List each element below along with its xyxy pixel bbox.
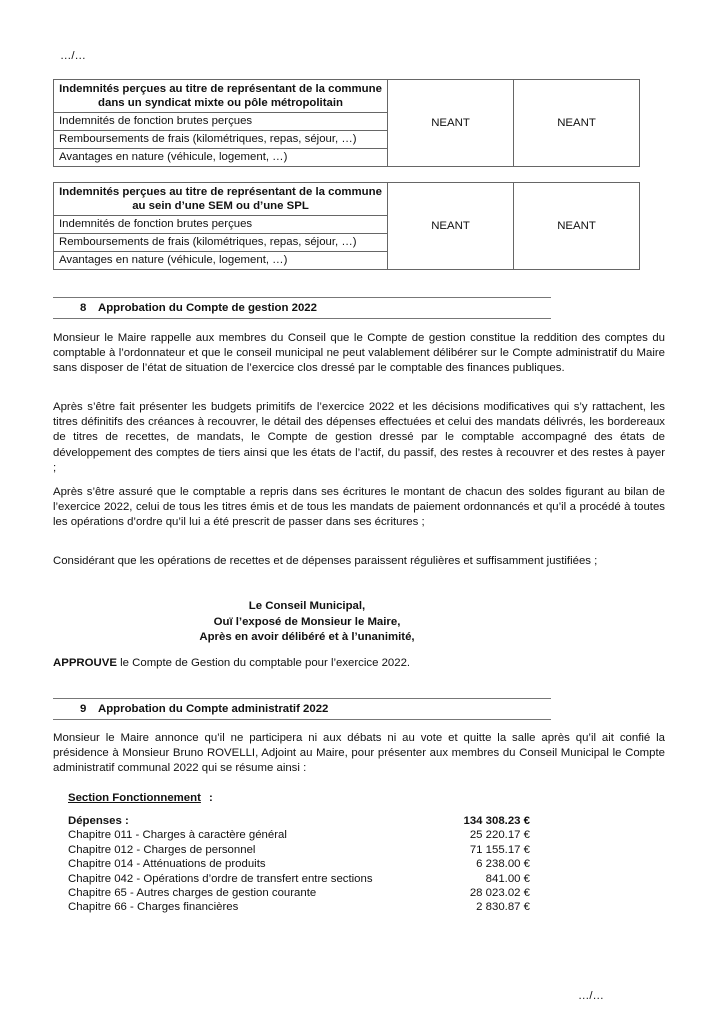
list-item	[68, 900, 530, 914]
subsection-colon: :	[209, 792, 213, 804]
council-line: Après en avoir délibéré et à l’unanimité,	[199, 631, 415, 643]
chapter-label: Chapitre 65 - Autres charges de gestion courante	[68, 887, 317, 900]
section-divider	[53, 719, 551, 720]
list-item	[68, 872, 530, 886]
section-8-heading	[80, 302, 317, 314]
continuation-mark-bottom: …/…	[578, 990, 604, 1002]
list-item	[68, 857, 530, 871]
expenses-list	[68, 814, 530, 915]
table-row-label: Indemnités de fonction brutes perçues	[54, 113, 388, 131]
chapter-label: Chapitre 011 - Charges à caractère général	[68, 829, 287, 842]
section-divider	[53, 297, 551, 298]
chapter-amount: 71 155.17 €	[469, 843, 530, 856]
paragraph: Après s’être fait présenter les budgets primitifs de l’exercice 2022 et les décisions modificatives qui s’y rattachent, les titres définitifs des créances à recouvrer, le détail des dépenses effectuées et celui des mandats délivrés, les bordereaux de titres de recettes, de mandats, le Compte de gestion dressé par le comptable accompagné des états de développement des comptes de tiers ainsi que les états de l’actif, du passif, des restes à recouvrer et des restes à payer ;	[53, 401, 665, 474]
paragraph: Après s’être assuré que le comptable a repris dans ses écritures le montant de chacun des soldes figurant au bilan de l’exercice 2022, celui de tous les titres émis et de tous les mandats de paiement ordonnancés et qu’il a procédé à toutes les opérations d’ordre qu’il lui a été prescrit de passer dans ses écritures ;	[53, 486, 665, 529]
council-line: Ouï l’exposé de Monsieur le Maire,	[213, 615, 401, 628]
section-divider	[53, 318, 551, 319]
table-cell-neant: NEANT	[388, 183, 514, 270]
decision-verb: APPROUVE	[53, 657, 117, 669]
table-cell-neant: NEANT	[388, 80, 514, 167]
chapter-label: Chapitre 042 - Opérations d’ordre de transfert entre sections	[68, 872, 373, 885]
decision-text: le Compte de Gestion du comptable pour l’exercice 2022.	[116, 657, 411, 669]
table-row-label: Remboursements de frais (kilométriques, repas, séjour, …)	[54, 131, 388, 149]
table-row-label: Avantages en nature (véhicule, logement, …)	[54, 252, 388, 270]
decision-line	[53, 657, 410, 669]
council-statement	[53, 599, 561, 646]
chapter-label: Chapitre 012 - Charges de personnel	[68, 843, 256, 856]
section-title: Approbation du Compte de gestion 2022	[98, 302, 317, 314]
indemnities-table-syndicat	[53, 79, 640, 167]
table-row-label: Indemnités de fonction brutes perçues	[54, 216, 388, 234]
expenses-total-row	[68, 814, 530, 828]
table-cell-neant: NEANT	[514, 80, 640, 167]
subsection-heading	[68, 792, 201, 804]
table-row-label: Avantages en nature (véhicule, logement, …)	[54, 149, 388, 167]
chapter-amount: 25 220.17 €	[469, 829, 530, 842]
paragraph: Considérant que les opérations de recettes et de dépenses paraissent régulières et suffisamment justifiées ;	[53, 555, 598, 567]
section-title: Approbation du Compte administratif 2022	[98, 703, 329, 715]
indemnities-table-sem	[53, 182, 640, 270]
list-item	[68, 843, 530, 857]
section-number: 9	[80, 703, 87, 715]
subsection-title: Section Fonctionnement	[68, 792, 201, 804]
list-item	[68, 828, 530, 842]
chapter-label: Chapitre 014 - Atténuations de produits	[68, 858, 266, 871]
list-item	[68, 886, 530, 900]
chapter-amount: 28 023.02 €	[469, 887, 530, 900]
section-9-heading	[80, 703, 328, 715]
table-row-label: Remboursements de frais (kilométriques, repas, séjour, …)	[54, 234, 388, 252]
expenses-label: Dépenses :	[68, 815, 129, 827]
table-header: Indemnités perçues au titre de représentant de la commune dans un syndicat mixte ou pôle métropolitain	[54, 80, 388, 113]
table-header: Indemnités perçues au titre de représentant de la commune au sein d’une SEM ou d’une SPL	[54, 183, 388, 216]
chapter-amount: 2 830.87 €	[476, 901, 530, 914]
section-divider	[53, 698, 551, 699]
chapter-amount: 6 238.00 €	[476, 858, 530, 871]
chapter-label: Chapitre 66 - Charges financières	[68, 901, 239, 914]
section-number: 8	[80, 302, 87, 314]
expenses-total: 134 308.23 €	[463, 815, 530, 827]
continuation-mark-top: …/…	[60, 50, 86, 62]
paragraph: Monsieur le Maire rappelle aux membres du Conseil que le Compte de gestion constitue la reddition des comptes du comptable à l’ordonnateur et que le conseil municipal ne peut valablement délibérer sur le Compte administratif du Maire sans disposer de l’état de situation de l’exercice clos dressé par le comptable des finances publiques.	[53, 332, 665, 375]
paragraph: Monsieur le Maire annonce qu’il ne participera ni aux débats ni au vote et quitte la salle après qu’il ait confié la présidence à Monsieur Bruno ROVELLI, Adjoint au Maire, pour présenter aux membres du Conseil Municipal le Compte administratif communal 2022 qui se résume ainsi :	[53, 732, 665, 775]
table-cell-neant: NEANT	[514, 183, 640, 270]
council-line: Le Conseil Municipal,	[248, 600, 366, 612]
chapter-amount: 841.00 €	[485, 872, 530, 885]
